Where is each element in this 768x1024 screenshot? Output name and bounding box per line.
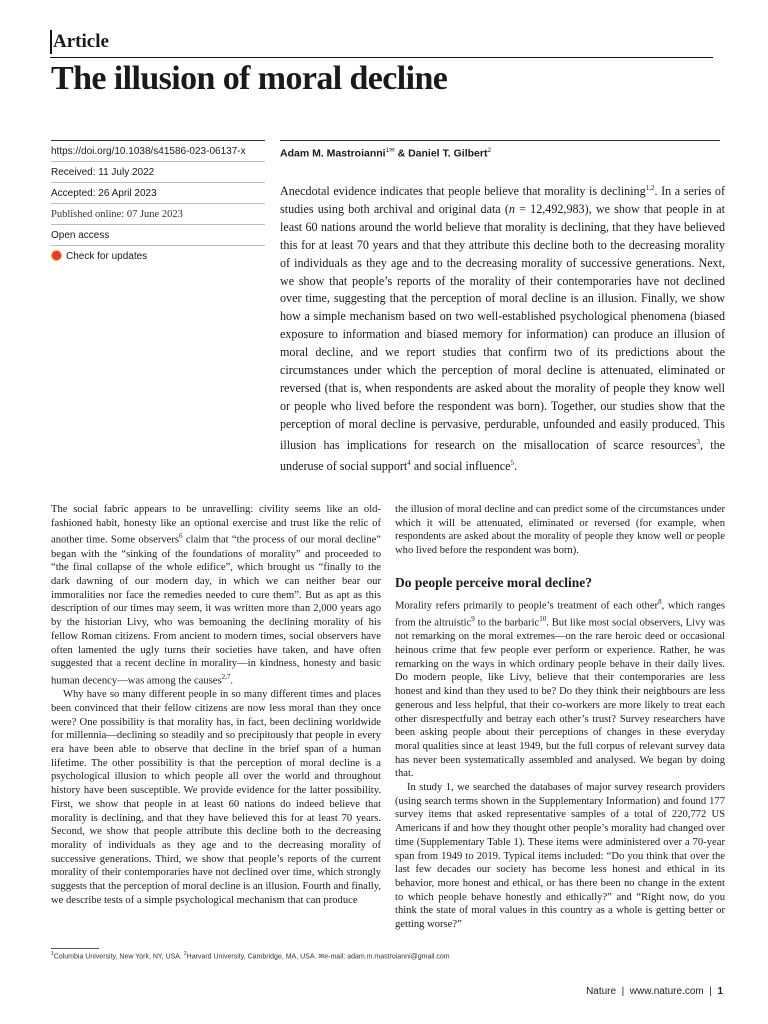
check-updates-icon bbox=[51, 250, 62, 261]
doi-link[interactable]: https://doi.org/10.1038/s41586-023-06137-x bbox=[51, 140, 265, 162]
author-name[interactable]: Adam M. Mastroianni bbox=[280, 147, 386, 160]
journal-name: Nature bbox=[586, 986, 617, 997]
body-text: claim that “the process of our moral decline” began with the “sinking of the foundations of morality” and proceeded to “the final collapse of the whole edifice”, which brought us “finally to the dark dawning of our modern day, in which we can neither bear our immoralities nor face the remedies needed to cure them”. But as apt as this description of our times may seem, it was written more than 2,000 years ago by the historian Livy, who was bemoaning the declining morality of his fellow Roman citizens. From ancient to modern times, social observers have often lamented the ugly turns their societies have taken, and have often suggested that a recent decline in morality—in kindness, honesty and basic human decency—was among the causes bbox=[51, 534, 381, 687]
article-type-label: Article bbox=[53, 31, 109, 52]
section-heading: Do people perceive moral decline? bbox=[395, 574, 592, 590]
received-date: Received: 11 July 2022 bbox=[51, 162, 265, 183]
abstract-text: and social influence bbox=[410, 458, 511, 473]
header-divider bbox=[50, 57, 713, 58]
footnote-divider bbox=[51, 948, 99, 949]
citation-ref[interactable]: 3 bbox=[696, 437, 700, 446]
page-title: The illusion of moral decline bbox=[51, 60, 448, 97]
citation-ref[interactable]: 10 bbox=[539, 615, 547, 624]
abstract-text: = 12,492,983), we show that people in at least 60 nations around the world believe that morality is declining, that they have believed this for at least 70 years and that they attribute this decline both to the decreasing morality of individuals as they age and to the decreasing morality of successive generations. Next, we show that people’s reports of the morality of their contemporaries have not declined over time, suggesting that the perception of moral decline is an illusion. Finally, we show how a simple mechanism based on two well-established psychological phenomena (biased exposure to information and biased memory for information) can produce an illusion of moral decline, and we report studies that confirm two of its predictions about the circumstances under which the perception of moral decline is attenuated, eliminated or reversed (that is, when respondents are asked about the morality of people they know well or people who lived before the respondent was born). Together, our studies show that the perception of moral decline is pervasive, perdurable, unfounded and easily produced. This illusion has implications for research on the misallocation of scarce resources bbox=[280, 201, 725, 452]
accepted-date: Accepted: 26 April 2023 bbox=[51, 183, 265, 204]
body-text: . bbox=[230, 675, 234, 687]
header-accent-bar bbox=[50, 30, 52, 54]
body-paragraph: In study 1, we searched the databases of major survey research providers (using search terms shown in the Supplementary Information) and found 177 survey items that asked representative samples of a total of 220,772 US Americans if and how they thought other people’s morality had changed over time (Supplementary Table 1). These items were administered over a 70-year span from 1949 to 2019. Typical items included: “Do you think that over the last few decades our society has become less honest and ethical in its behavior, more honest and ethical, or has there been no change in the extent to which people behave honestly and ethically?” and “Right now, do you think the state of moral values in this country as a whole is getting better or getting worse?” bbox=[395, 782, 725, 931]
corresponding-email[interactable]: ✉e-mail: adam.m.mastroianni@gmail.com bbox=[318, 953, 450, 961]
sample-size-variable: n bbox=[508, 201, 515, 216]
journal-url[interactable]: www.nature.com bbox=[629, 986, 704, 997]
author-name[interactable]: Daniel T. Gilbert bbox=[408, 147, 488, 160]
affiliation-text: Columbia University, New York, NY, USA. bbox=[53, 953, 184, 961]
page-footer bbox=[586, 986, 723, 997]
body-column-left bbox=[51, 503, 381, 907]
footer-separator: | bbox=[616, 986, 630, 997]
citation-ref[interactable]: 9 bbox=[471, 615, 475, 624]
footer-separator: | bbox=[703, 986, 718, 997]
affiliation-number: 2 bbox=[183, 951, 187, 957]
citation-ref[interactable]: 8 bbox=[658, 597, 662, 606]
body-text: to the barbaric bbox=[474, 617, 540, 629]
abstract-text: . In a series of studies using both archival and original data ( bbox=[280, 184, 725, 216]
page-number: 1 bbox=[717, 986, 723, 997]
affiliations-footnote bbox=[51, 951, 450, 960]
body-paragraph bbox=[51, 503, 381, 688]
citation-ref[interactable]: 6 bbox=[179, 532, 183, 541]
abstract-text: , the underuse of social support bbox=[280, 437, 725, 473]
published-date: Published online: 07 June 2023 bbox=[51, 204, 265, 225]
citation-ref[interactable]: 2,7 bbox=[221, 672, 231, 681]
citation-ref[interactable]: 5 bbox=[510, 458, 515, 467]
body-text: , which ranges from the altruistic bbox=[395, 600, 725, 629]
body-text: The social fabric appears to be unravelling: civility seems like an old-fashioned habit, honesty like an optional exercise and trust like the relic of another time. Some observers bbox=[51, 504, 381, 546]
open-access-label: Open access bbox=[51, 225, 265, 246]
body-paragraph bbox=[395, 596, 725, 781]
abstract-text: . bbox=[514, 458, 518, 473]
author-list bbox=[280, 140, 720, 160]
body-paragraph: the illusion of moral decline and can predict some of the circumstances under which it will be attenuated, eliminated or reversed (for example, when respondents are asked about the morality of people they know well or people who lived before the respondent was born). bbox=[395, 504, 725, 557]
citation-ref[interactable]: 1,2 bbox=[645, 184, 655, 192]
abstract-text: Anecdotal evidence indicates that people believe that morality is declining bbox=[280, 184, 646, 199]
author-separator: & bbox=[394, 147, 409, 160]
body-paragraph: Why have so many different people in so many different times and places been convinced that their fellow citizens are now less moral than they once were? One possibility is that morality has, in fact, been declining worldwide for millennia—declining so steadily and so precipitously that people in every era have been able to observe that decline in the brief span of a human lifetime. The other possibility is that the perception of moral decline is a psychological illusion to which people all over the world and throughout history have been susceptible. We provide evidence for the latter possibility. First, we show that people in at least 60 nations do indeed believe that morality is declining, and that they have believed this for at least 70 years. Second, we show that people attribute this decline both to the decreasing morality of individuals as they age and to the decreasing morality of successive generations. Third, we show that people’s reports of the current morality of their contemporaries have not declined over time, which strongly suggests that the perception of moral decline is an illusion. Fourth and finally, we describe tests of a simple psychological mechanism that can produce bbox=[51, 689, 382, 906]
article-metadata bbox=[51, 140, 265, 266]
body-column-right bbox=[395, 503, 725, 932]
body-text: . But like most social observers, Livy was not remarking on the moral extremes—on the rare heroic deed or occasional heinous crime that few people ever perform or experience. Rather, he was remarking on the ways in which ordinary people behave in their daily lives. Do modern people, like Livy, believe that their contemporaries are less honest and kind than they used to be? Do they think their neighbours are less generous and less helpful, that their co-workers are more likely to treat each other disrespectfully and betray each other’s trust? Survey researchers have been asking people about their perceptions of changes in these everyday moral qualities since at least 1949, but the full corpus of relevant survey data has never been systematically assembled and analysed. We began by doing that. bbox=[395, 617, 726, 780]
abstract bbox=[280, 180, 725, 476]
affiliation-text: Harvard University, Cambridge, MA, USA. bbox=[186, 953, 319, 961]
affiliation-ref: 2 bbox=[487, 147, 492, 154]
check-updates-button[interactable] bbox=[51, 246, 265, 266]
affiliation-number: 1 bbox=[51, 951, 54, 957]
citation-ref[interactable]: 4 bbox=[407, 458, 411, 467]
affiliation-ref: 1✉ bbox=[385, 147, 395, 154]
check-updates-label: Check for updates bbox=[66, 251, 148, 262]
body-text: Morality refers primarily to people’s treatment of each other bbox=[395, 600, 659, 612]
